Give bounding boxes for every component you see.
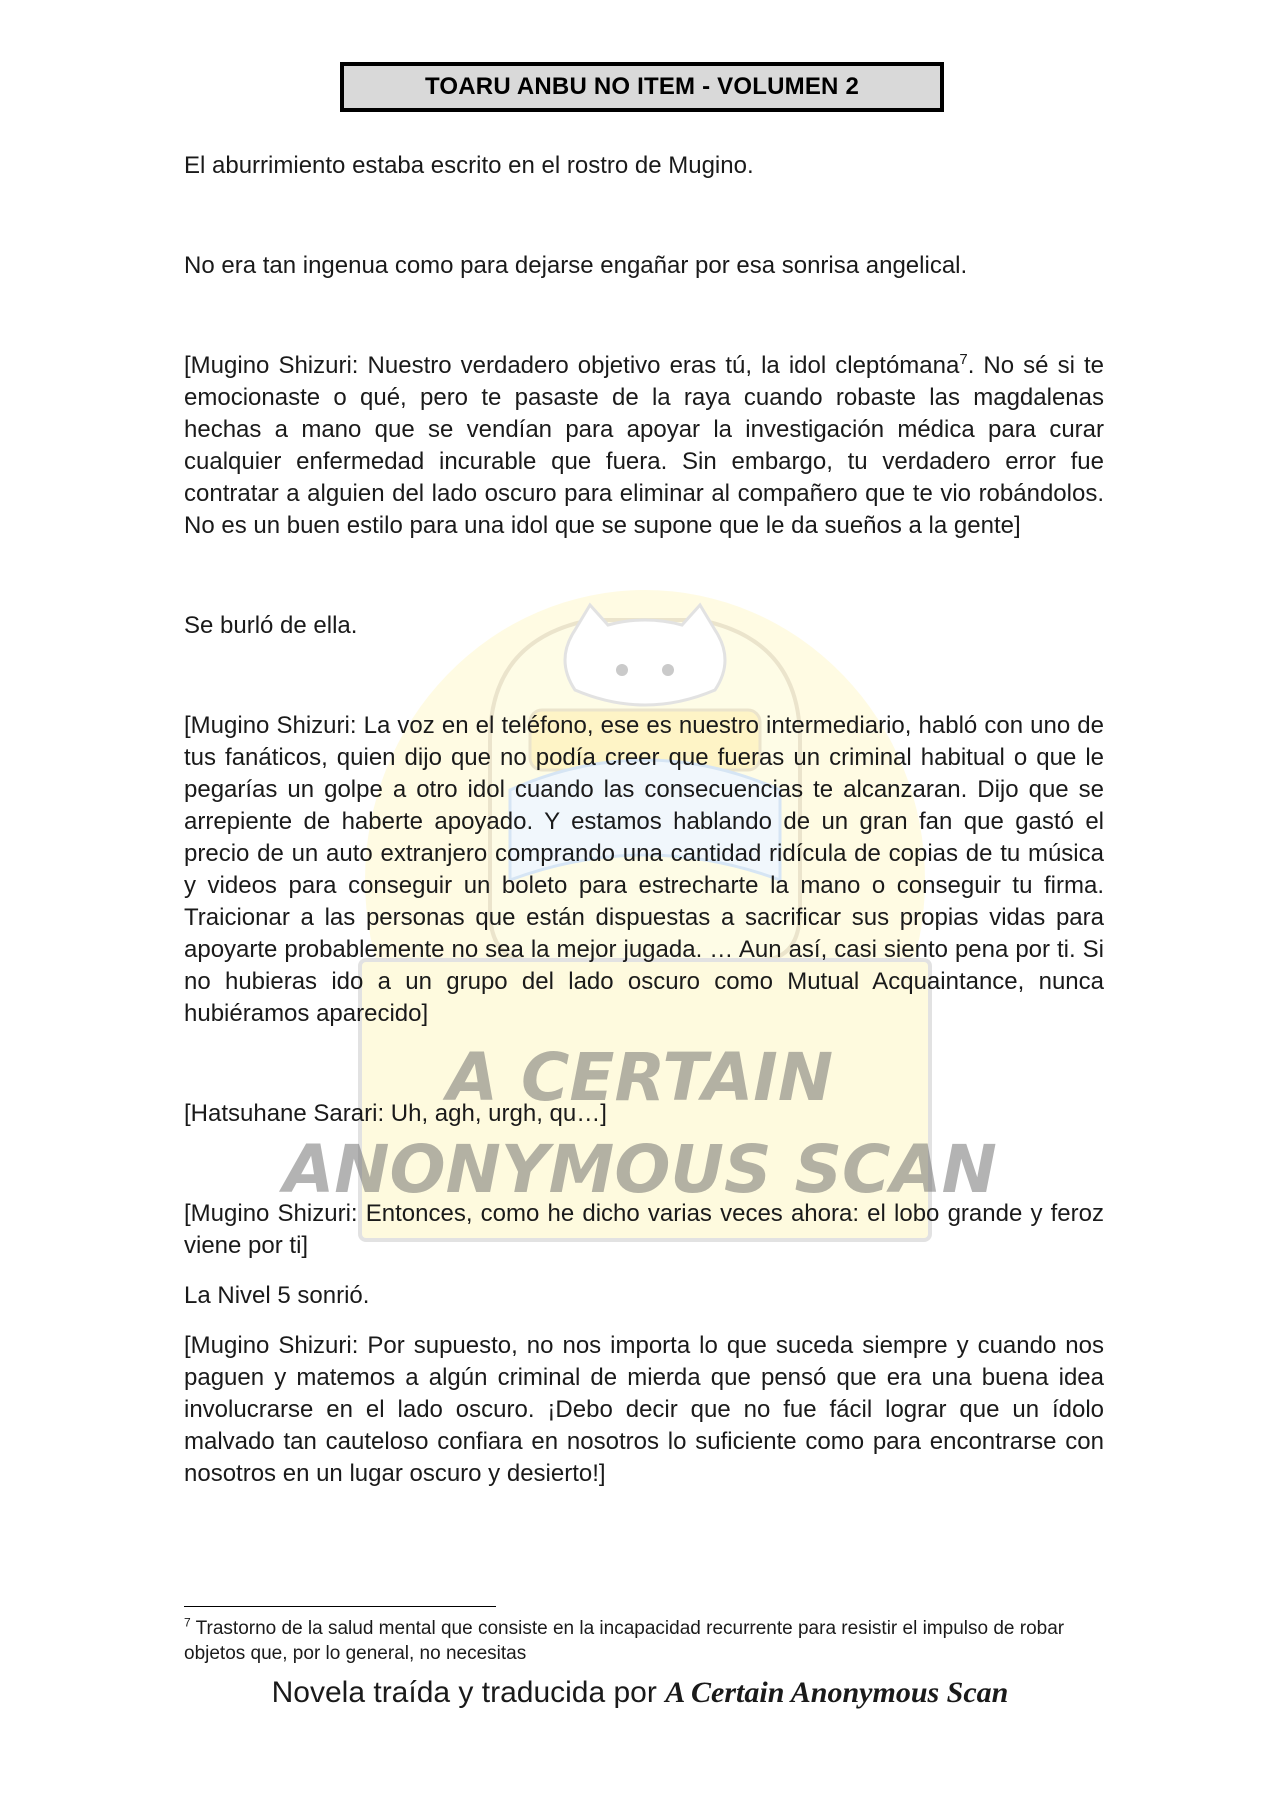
paragraph-4: Se burló de ella. bbox=[184, 612, 358, 639]
page-footer bbox=[0, 1676, 1280, 1710]
footnote-reference: 7 bbox=[959, 351, 968, 368]
footnote-mark: 7 bbox=[184, 1615, 191, 1630]
page-header-title: TOARU ANBU NO ITEM - VOLUMEN 2 bbox=[424, 73, 859, 100]
paragraph-5: [Mugino Shizuri: La voz en el teléfono, ese es nuestro intermediario, habló con uno de tus fanáticos, quien dijo que no podía creer que fueras un criminal habitual o que le pegarías un golpe a otro idol cuando las consecuencias te alcanzaran. Dijo que se arrepiente de haberte apoyado. Y estamos hablando de un gran fan que gastó el precio de un auto extranjero comprando una cantidad ridícula de copias de tu música y videos para conseguir un boleto para estrecharte la mano o conseguir tu firma. Traicionar a las personas que están dispuestas a sacrificar sus propias vidas para apoyarte probablemente no sea la mejor jugada. … Aun así, casi siento pena por ti. Si no hubieras ido a un grupo del lado oscuro como Mutual Acquaintance, nunca hubiéramos aparecido] bbox=[184, 712, 1104, 1027]
watermark-line1: A CERTAIN bbox=[446, 1039, 834, 1116]
paragraph-7: [Mugino Shizuri: Entonces, como he dicho varias veces ahora: el lobo grande y feroz viene por ti] bbox=[184, 1200, 1104, 1259]
document-body bbox=[184, 150, 1104, 1490]
paragraph-3-start: [Mugino Shizuri: Nuestro verdadero objetivo eras tú, la idol cleptómana bbox=[184, 352, 960, 379]
page-header-box bbox=[340, 62, 944, 112]
paragraph-8: La Nivel 5 sonrió. bbox=[184, 1282, 370, 1309]
footnote-text: Trastorno de la salud mental que consiste en la incapacidad recurrente para resistir el impulso de robar objetos que, por lo general, no necesitas bbox=[184, 1618, 1065, 1664]
footnote bbox=[184, 1616, 1104, 1666]
paragraph-9: [Mugino Shizuri: Por supuesto, no nos importa lo que suceda siempre y cuando nos paguen y matemos a algún criminal de mierda que pensó que era una buena idea involucrarse en el lado oscuro. ¡Debo decir que no fue fácil lograr que un ídolo malvado tan cauteloso confiara en nosotros lo suficiente como para encontrarse con nosotros en un lugar oscuro y desierto!] bbox=[184, 1332, 1104, 1487]
paragraph-3 bbox=[184, 350, 1104, 542]
footer-credit: A Certain Anonymous Scan bbox=[665, 1676, 1009, 1709]
footnote-divider bbox=[184, 1606, 496, 1607]
paragraph-2: No era tan ingenua como para dejarse engañar por esa sonrisa angelical. bbox=[184, 252, 968, 279]
paragraph-1: El aburrimiento estaba escrito en el rostro de Mugino. bbox=[184, 152, 754, 179]
paragraph-3-rest: . No sé si te emocionaste o qué, pero te pasaste de la raya cuando robaste las magdalenas hechas a mano que se vendían para apoyar la investigación médica para curar cualquier enfermedad incurable que fuera. Sin embargo, tu verdadero error fue contratar a alguien del lado oscuro para eliminar al compañero que te vio robándolos. No es un buen estilo para una idol que se supone que le da sueños a la gente] bbox=[184, 352, 1104, 539]
paragraph-6: [Hatsuhane Sarari: Uh, agh, urgh, qu…] bbox=[184, 1100, 607, 1127]
watermark-line2: ANONYMOUS SCAN bbox=[283, 1131, 997, 1208]
footer-prefix: Novela traída y traducida por bbox=[271, 1676, 666, 1709]
